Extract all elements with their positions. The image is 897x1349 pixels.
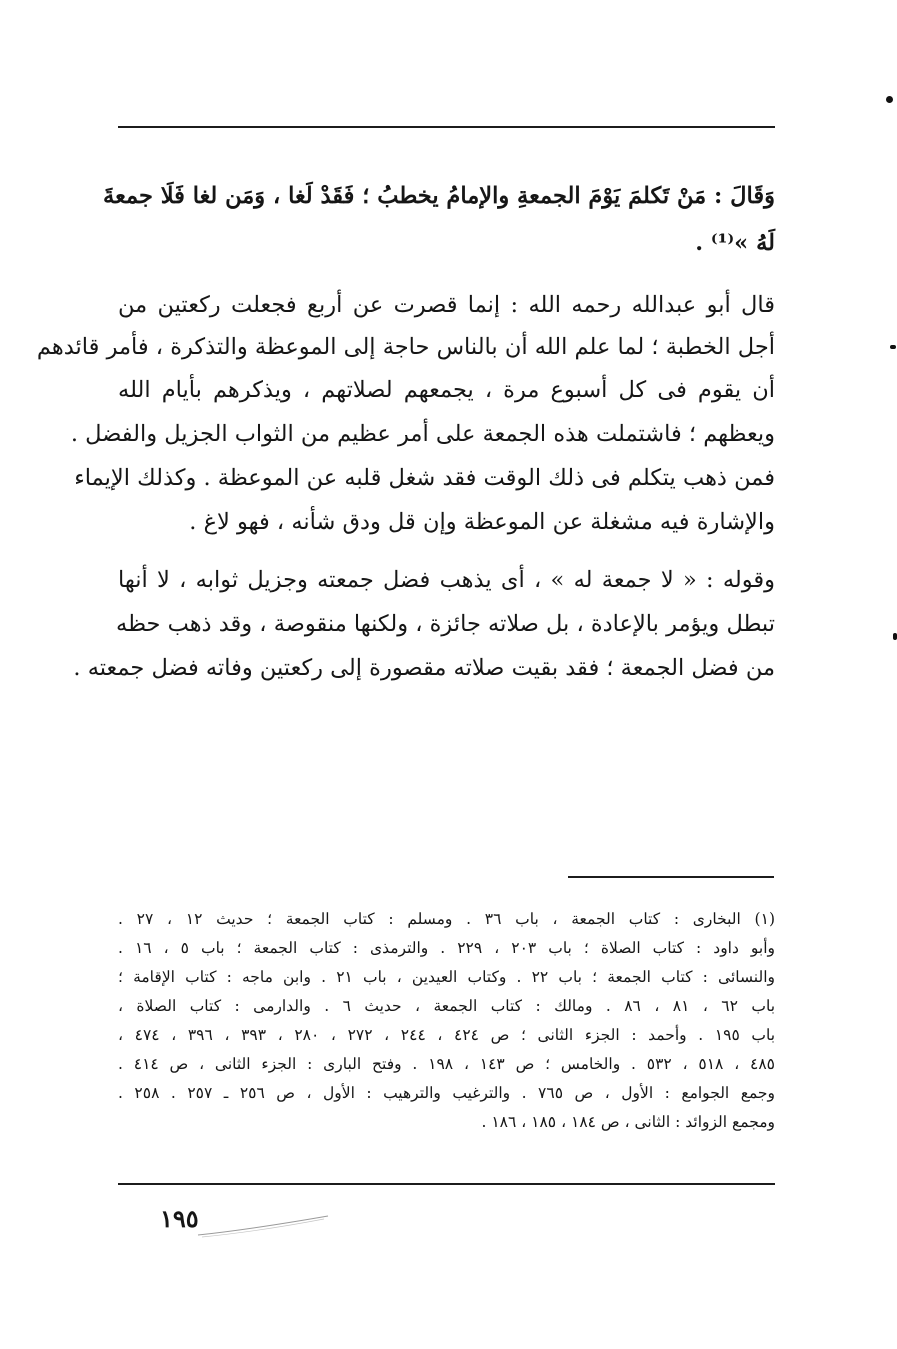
footnote-line: وجمع الجوامع : الأول ، ص ٧٦٥ . والترغيب والترهيب : الأول ، ص ٢٥٦ ـ ٢٥٧ . ٢٥٨ . [118,1084,775,1102]
scan-speck [893,633,897,640]
footer-rule [118,1183,775,1185]
paragraph-line: ويعظهم ؛ فاشتملت هذه الجمعة على أمر عظيم من الثواب الجزيل والفضل . [70,421,775,447]
paragraph-line: وقوله : « لا جمعة له » ، أى يذهب فضل جمعته وجزيل ثوابه ، لا أنها [118,567,775,593]
paragraph-line: من فضل الجمعة ؛ فقد بقيت صلاته مقصورة إلى ركعتين وفاته فضل جمعته . [73,655,775,681]
footnote-line: وأبو داود : كتاب الصلاة ؛ باب ٢٠٣ ، ٢٢٩ . والترمذى : كتاب الجمعة ؛ باب ٥ ، ١٦ . [118,939,776,957]
page-number: ١٩٥ [160,1204,199,1233]
scan-speck [890,345,896,349]
paragraph-line: والإشارة فيه مشغلة عن الموعظة وإن قل ودق شأنه ، فهو لاغ . [189,509,775,535]
footnote-line: باب ١٩٥ . وأحمد : الجزء الثانى ؛ ص ٤٢٤ ، ٢٤٤ ، ٢٧٢ ، ٢٨٠ ، ٣٩٣ ، ٣٩٦ ، ٤٧٤ ، [118,1026,776,1044]
paragraph-line: أجل الخطبة ؛ لما علم الله أن بالناس حاجة إلى الموعظة والتذكرة ، فأمر قائدهم [36,334,775,360]
footnote-line: ٤٨٥ ، ٥١٨ ، ٥٣٢ . والخامس ؛ ص ١٤٣ ، ١٩٨ . وفتح البارى : الجزء الثانى ، ص ٤١٤ . [118,1055,775,1073]
paragraph-line: تبطل ويؤمر بالإعادة ، بل صلاته جائزة ، ولكنها منقوصة ، وقد ذهب حظه [116,611,775,637]
footnote-line: ومجمع الزوائد : الثانى ، ص ١٨٤ ، ١٨٥ ، ١٨٦ . [481,1113,775,1131]
footnote-rule [568,876,774,878]
footnote-line: والنسائى : كتاب الجمعة ؛ باب ٢٢ . وكتاب العيدين ، باب ٢١ . وابن ماجه : كتاب الإقامة ؛ [118,968,775,986]
hadith-line-2: لَهُ »⁽¹⁾ . [695,230,775,256]
footnote-line: باب ٦٢ ، ٨١ ، ٨٦ . ومالك : كتاب الجمعة ، حديث ٦ . والدارمى : كتاب الصلاة ، [118,997,776,1015]
pencil-stroke [196,1213,330,1239]
paragraph-line: أن يقوم فى كل أسبوع مرة ، يجمعهم لصلاتهم ، ويذكرهم بأيام الله [118,377,775,403]
hadith-line-1: وَقَالَ : مَنْ تَكلمَ يَوْمَ الجمعةِ والإمامُ يخطبُ ؛ فَقَدْ لَغا ، وَمَن لغا فَلَا جمعةَ [103,183,775,209]
footnote-line: (١) البخارى : كتاب الجمعة ، باب ٣٦ . ومسلم : كتاب الجمعة ؛ حديث ١٢ ، ٢٧ . [118,910,775,928]
scan-speck [886,96,893,103]
paragraph-line: فمن ذهب يتكلم فى ذلك الوقت فقد شغل قلبه عن الموعظة . وكذلك الإيماء [74,465,775,491]
header-rule [118,126,775,128]
paragraph-line: قال أبو عبدالله رحمه الله : إنما قصرت عن أربع فجعلت ركعتين من [118,292,775,318]
